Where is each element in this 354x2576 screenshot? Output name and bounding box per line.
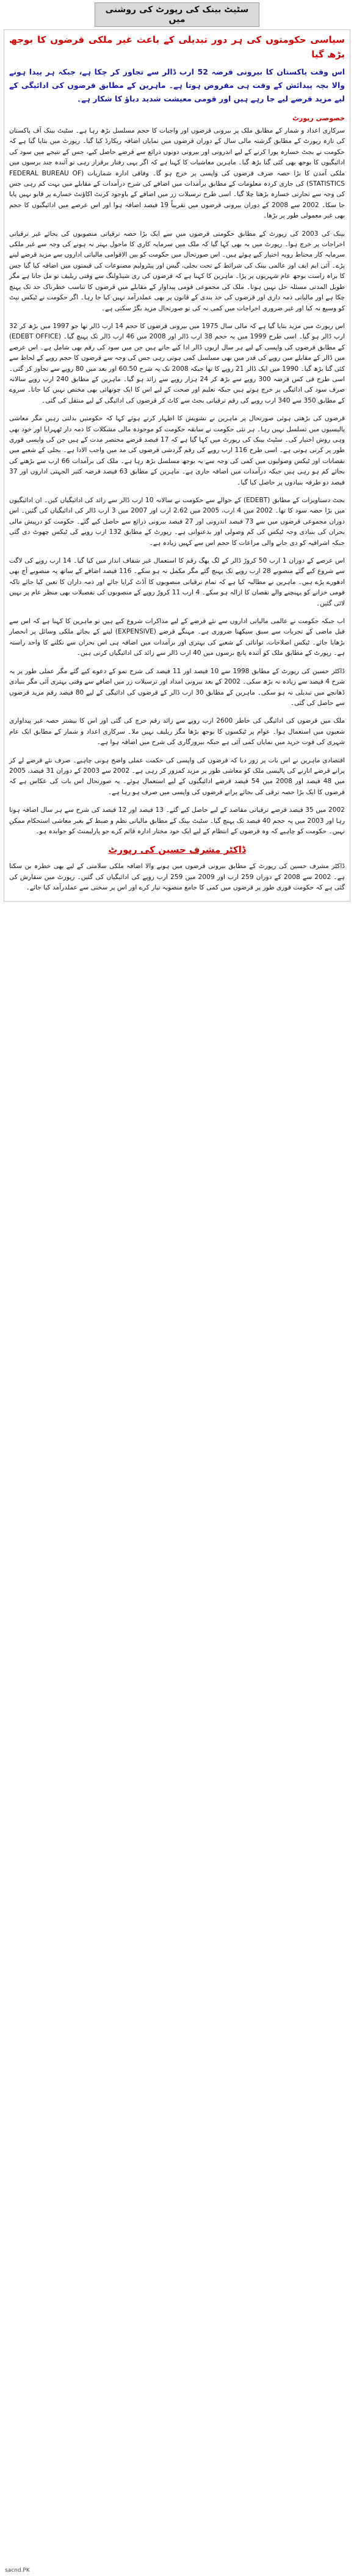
article-subhead: اس وقت پاکستان کا بیرونی قرضہ 52 ارب ڈالر سے تجاوز کر چکا ہے، جبکہ ہر پیدا ہونے والا بچہ پیدائش کے وقت ہی مقروض ہوتا ہے۔ ماہرین کے مطابق قرضوں کی ادائیگی کے لیے مزید قرضے لیے جا رہے ہیں اور قومی معیشت شدید دباؤ کا شکار ہے۔	[9, 67, 345, 103]
article-frame	[4, 29, 350, 902]
article-paragraph: قرضوں کی بڑھتی ہوئی صورتحال پر ماہرین نے تشویش کا اظہار کرتے ہوئے کہا کہ حکومتیں بدلتی رہیں مگر معاشی پالیسیوں میں تسلسل نہیں رہا۔ ہر نئی حکومت نے سابقہ حکومت کو موجودہ مالی مشکلات کا ذمہ دار ٹھہرایا اور خود بھی وہی روش اختیار کی۔ سٹیٹ بینک کی رپورٹ میں کہا گیا ہے کہ 17 فیصد قرضے مختصر مدت کے ہیں جن کی واپسی فوری طور پر کرنی ہوتی ہے۔ اسی طرح 116 ارب روپے کی رقم گردشی قرضوں کی مد میں واجب الادا ہے۔ بجلی کے شعبے میں نقصانات اور ٹیکس وصولیوں میں کمی کی وجہ سے یہ بوجھ مسلسل بڑھ رہا ہے۔ ملک کی برآمدات 66 ارب سے بڑھنے کی بجائے کم ہو رہی ہیں جبکہ درآمدات میں اضافہ جاری ہے۔ ماہرین کے مطابق 63 فیصد قرضہ کثیر الجہتی اداروں اور 37 فیصد دو طرفہ بنیادوں پر حاصل کیا گیا۔	[9, 415, 345, 486]
page-footer: sacnd.PK	[5, 2567, 30, 2574]
article-headline: سیاسی حکومتوں کی ہر دور تبدیلی کے باعث غیر ملکی قرضوں کا بوجھ بڑھ گیا	[9, 34, 345, 60]
article-paragraph: اقتصادی ماہرین نے اس بات پر زور دیا کہ قرضوں کی واپسی کی حکمت عملی واضح ہونی چاہیے۔ صرف نئے قرضے لے کر پرانے قرضے اتارنے کی پالیسی ملک کو معاشی طور پر مزید کمزور کر رہی ہے۔ 2002 سے 2003 کے دوران 31 فیصد، 2005 میں 48 فیصد اور 2008 میں 54 فیصد قرضے ادائیگیوں کے لیے استعمال ہوئے۔ یہ صورتحال اس بات کی عکاس ہے کہ قرضوں کا ایک بڑا حصہ ترقی کی بجائے پرانے قرضوں کی واپسی میں صرف ہو رہا ہے۔	[9, 756, 345, 796]
article-paragraph: اس رپورٹ میں مزید بتایا گیا ہے کہ مالی سال 1975 میں بیرونی قرضوں کا حجم 14 ارب ڈالر تھا جو 1997 میں بڑھ کر 32 ارب ڈالر ہو گیا۔ اسی طرح 1999 میں یہ حجم 38 ارب ڈالر اور 2008 میں 46 ارب ڈالر تک پہنچ گیا۔ (EDEBT OFFICE) کے مطابق قرضوں کی واپسی کے لیے ہر سال اربوں ڈالر ادا کیے جاتے ہیں جن میں سود کی رقم بھی شامل ہے۔ اس عرصے میں ڈالر کے مقابلے میں روپے کی قدر میں بھی مسلسل کمی ہوتی رہی جس کی وجہ سے قرضوں کا حجم روپے کے لحاظ سے کئی گنا بڑھ گیا۔ 1990 میں ایک ڈالر 21 روپے کا تھا جبکہ 2008 تک یہ شرح 60.50 اور بعد میں 80 روپے سے تجاوز کر گئی۔ اسی طرح فی کس قرضہ 300 روپے سے بڑھ کر 24 ہزار روپے سے زائد ہو گیا۔ ماہرین کے مطابق 240 ارب روپے سالانہ صرف سود کی ادائیگی پر خرچ ہوتے ہیں جبکہ تعلیم اور صحت کے لیے اس کا ایک چوتھائی بھی مختص نہیں کیا جاتا۔ سروے کے مطابق 350 سے 340 ارب روپے کی رقم ترقیاتی بجٹ سے کاٹ کر قرضوں کی ادائیگی کے لیے منتقل کی گئی۔	[9, 322, 345, 404]
report-heading: ڈاکٹر مشرف حسین کی رپورٹ	[108, 844, 246, 856]
report-paragraph: ڈاکٹر مشرف حسین کی رپورٹ کے مطابق بیرونی قرضوں میں ہونے والا اضافہ ملکی سلامتی کے لیے بھی خطرہ بن سکتا ہے۔ 2002 سے 2008 کے دوران 259 ارب اور 2009 میں 259 ارب روپے کی ادائیگیاں کی گئیں۔ رپورٹ میں سفارش کی گئی ہے کہ حکومت فوری طور پر قرضوں میں کمی کا جامع منصوبہ تیار کرے اور اس پر سختی سے عملدرآمد کیا جائے۔	[9, 863, 345, 892]
article-paragraph: ملک میں قرضوں کی ادائیگی کی خاطر 2600 ارب روپے سے زائد رقم خرچ کی گئی اور اس کا بیشتر حصہ غیر پیداواری شعبوں میں استعمال ہوا۔ عوام پر ٹیکسوں کا بوجھ بڑھا مگر ریلیف نہیں ملا۔ سرکاری اعداد و شمار کے مطابق ایک عام شہری کی قوت خرید میں نمایاں کمی آئی ہے جبکہ بیروزگاری کی شرح میں اضافہ ہوا ہے۔	[9, 717, 345, 746]
page-banner: سٹیٹ بینک کی رپورٹ کی روشنی میں	[95, 2, 259, 27]
article-paragraph: بجٹ دستاویزات کے مطابق (EDEBT) کے حوالے سے حکومت نے سالانہ 10 ارب ڈالر سے زائد کی ادائیگیاں کیں۔ ان ادائیگیوں میں بڑا حصہ سود کا تھا۔ 2002 میں 4 ارب، 2005 میں 2.62 ارب اور 2007 میں 3 ارب ڈالر کی ادائیگیاں کی گئیں۔ اس دوران مجموعی قرضوں میں سے 73 فیصد اندرونی اور 27 فیصد بیرونی ذرائع سے حاصل کیے گئے۔ حکومت کو درپیش مالی بحران کی بنیادی وجہ ٹیکس کی کم وصولی اور بدعنوانی ہے۔ رپورٹ کے مطابق 132 ارب روپے کی ٹیکس چھوٹ دی گئی جبکہ اشرافیہ کو دی جانے والی مراعات کا حجم اس سے کہیں زیادہ ہے۔	[9, 497, 345, 547]
article-paragraph: سرکاری اعداد و شمار کے مطابق ملک پر بیرونی قرضوں اور واجبات کا حجم مسلسل بڑھ رہا ہے۔ سٹیٹ بینک آف پاکستان کی تازہ رپورٹ کے مطابق گزشتہ مالی سال کے دوران قرضوں میں نمایاں اضافہ ریکارڈ کیا گیا۔ رپورٹ میں بتایا گیا ہے کہ حکومت نے بجٹ خسارہ پورا کرنے کے لیے اندرونی اور بیرونی دونوں ذرائع سے قرضے حاصل کیے، جس کے نتیجے میں سود کی ادائیگیوں کا بوجھ بھی کئی گنا بڑھ گیا۔ ماہرین معاشیات کا کہنا ہے کہ اگر یہی رفتار برقرار رہی تو آئندہ چند برسوں میں ملکی آمدن کا بڑا حصہ صرف قرضوں کی واپسی پر خرچ ہو گا۔ وفاقی ادارہ شماریات (FEDERAL BUREAU OF STATISTICS) کی جاری کردہ معلومات کے مطابق برآمدات میں اضافے کی شرح درآمدات کے مقابلے میں بہت کم رہی جس کی وجہ سے تجارتی خسارہ بڑھتا چلا گیا۔ اسی طرح ترسیلات زر میں اضافے کے باوجود کرنٹ اکاؤنٹ خسارے پر قابو نہیں پایا جا سکا۔ 2002 سے 2008 کے دوران بیرونی قرضوں میں تقریباً 19 فیصد اضافہ ہوا اور اس عرصے میں ادائیگیوں کا حجم بھی غیر معمولی طور پر بڑھا۔	[9, 127, 345, 220]
article-paragraph: 2002 میں 35 فیصد قرضے ترقیاتی مقاصد کے لیے حاصل کیے گئے۔ 13 فیصد اور 12 فیصد کی شرح سے ہر سال اضافہ ہوتا رہا اور 2003 میں یہ حجم 40 فیصد تک پہنچ گیا۔ سٹیٹ بینک کے مطابق مالیاتی نظم و ضبط کے بغیر معاشی استحکام ممکن نہیں۔ حکومت کو چاہیے کہ وہ قرضوں کے انتظام کے لیے ایک خود مختار ادارہ قائم کرے جو پارلیمنٹ کو جوابدہ ہو۔	[9, 806, 345, 835]
report-section	[9, 844, 345, 893]
article-byline: خصوصی رپورٹ	[292, 114, 345, 122]
article-paragraph: اب جبکہ حکومت نے عالمی مالیاتی اداروں سے نئے قرضے کے لیے مذاکرات شروع کیے ہیں تو ماہرین کا کہنا ہے کہ اس سے قبل ماضی کے تجربات سے سبق سیکھنا ضروری ہے۔ مہنگے قرضے (EXPENSIVE) لینے کے بجائے ملکی وسائل پر انحصار بڑھایا جائے۔ ٹیکس اصلاحات، توانائی کے شعبے کی بہتری اور برآمدات میں اضافہ ہی اس بحران سے نکلنے کا واحد راستہ ہے۔ رپورٹ کے مطابق ملک کو آئندہ پانچ برسوں میں 40 ارب ڈالر سے زائد کی ادائیگیاں کرنی ہیں۔	[9, 618, 345, 657]
article-paragraph: اس عرصے کے دوران 1 ارب 50 کروڑ ڈالر کے لگ بھگ رقم کا استعمال غیر شفاف انداز میں کیا گیا۔ 14 ارب روپے کی لاگت سے شروع کیے گئے منصوبے 28 ارب روپے تک پہنچ گئے مگر مکمل نہ ہو سکے۔ 116 فیصد اضافے کے ساتھ یہ منصوبے آج بھی ادھورے پڑے ہیں۔ ماہرین نے مطالبہ کیا ہے کہ تمام ترقیاتی منصوبوں کا آڈٹ کرایا جائے اور ذمہ داران کا تعین کیا جائے تاکہ قومی خزانے کو پہنچنے والے نقصان کا ازالہ ہو سکے۔ 4 ارب 11 کروڑ روپے کے منصوبوں کی تفصیلات بھی منظر عام پر نہیں لائی گئیں۔	[9, 557, 345, 607]
article-paragraph: بینک کی 2003 کی رپورٹ کے مطابق حکومتی قرضوں میں سے ایک بڑا حصہ ترقیاتی منصوبوں کی بجائے غیر ترقیاتی اخراجات پر خرچ ہوا۔ رپورٹ میں یہ بھی کہا گیا کہ ملک میں سرمایہ کاری کا ماحول بہتر نہ ہونے کی وجہ سے غیر ملکی سرمایہ کار محتاط رویہ اختیار کیے ہوئے ہیں۔ اس صورتحال میں حکومت کو بین الاقوامی مالیاتی اداروں سے مزید قرضے لینے پڑے۔ آئی ایم ایف اور عالمی بینک کی شرائط کے تحت بجلی، گیس اور پیٹرولیم مصنوعات کی قیمتوں میں اضافہ کیا گیا جس کا براہ راست بوجھ عام شہریوں پر پڑا۔ ماہرین کا کہنا ہے کہ قرضوں کی ری شیڈولنگ سے وقتی ریلیف تو مل جاتا ہے مگر طویل المدتی مسئلہ حل نہیں ہوتا۔ ملک کی مجموعی قومی پیداوار کے مقابلے میں قرضوں کا تناسب خطرناک حد تک پہنچ چکا ہے اور مالیاتی ذمہ داری اور قرضوں کی حد بندی کے قانون پر بھی عملدرآمد نہیں کیا جا رہا۔ اگر حکومت نے ٹیکس نیٹ کو وسیع نہ کیا اور غیر ضروری اخراجات میں کمی نہ کی تو صورتحال مزید بگڑ سکتی ہے۔	[9, 230, 345, 312]
article-body	[9, 126, 345, 837]
article-paragraph: ڈاکٹر حسین کی رپورٹ کے مطابق 1998 سے 10 فیصد اور 11 فیصد کی شرح نمو کے دعوے کیے گئے مگر عملی طور پر یہ شرح 4 فیصد سے زیادہ نہ بڑھ سکی۔ 2002 کے بعد بیرونی امداد اور ترسیلات زر میں اضافے سے وقتی بہتری آئی مگر بنیادی ڈھانچے میں تبدیلی نہ ہو سکی۔ ماہرین کے مطابق 30 ارب ڈالر کے قرضوں کی ادائیگی کے لیے 80 فیصد رقم مزید قرضوں سے حاصل کی گئی۔	[9, 667, 345, 707]
